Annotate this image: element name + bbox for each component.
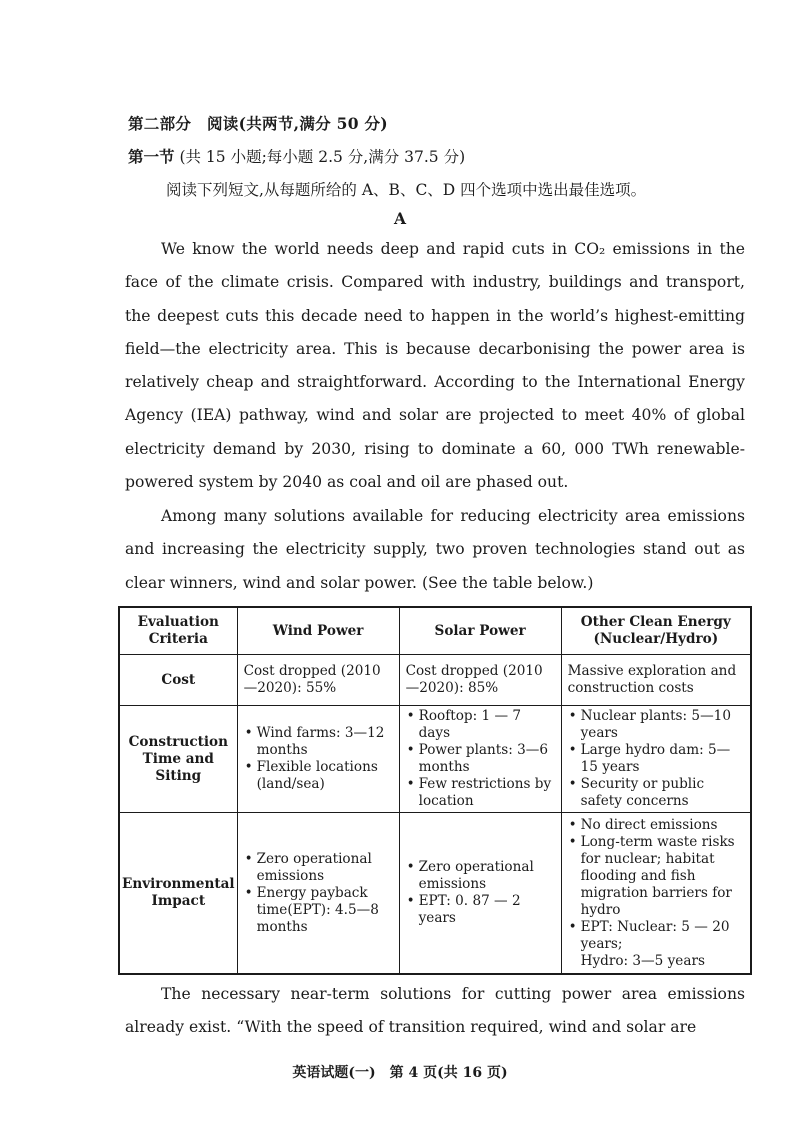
bullet-item: • Zero operational emissions <box>244 851 393 885</box>
passage-label: A <box>393 209 407 228</box>
bullet-item: • Few restrictions by location <box>406 776 555 810</box>
ept-hydro: Hydro: 3—5 years <box>580 952 705 969</box>
bullet-item: • Nuclear plants: 5—10 years <box>568 708 744 742</box>
bullet-item: • Large hydro dam: 5—15 years <box>568 742 744 776</box>
environment-wind <box>237 813 399 975</box>
bullet-item: • Energy payback time(EPT): 4.5—8 months <box>244 885 393 936</box>
bullet-item: • Power plants: 3—6 months <box>406 742 555 776</box>
environment-solar <box>399 813 561 975</box>
passage-paragraph-3: The necessary near-term solutions for cutting power area emissions already exist. “With the speed of transition required, wind and solar are <box>125 985 745 1037</box>
bullet-list <box>568 708 744 810</box>
bullet-item: • Rooftop: 1 — 7 days <box>406 708 555 742</box>
bullet-item: • EPT: 0. 87 — 2 years <box>406 893 555 927</box>
bullet-item: • Security or public safety concerns <box>568 776 744 810</box>
bullet-list <box>406 708 555 810</box>
bullet-item: • No direct emissions <box>568 817 744 834</box>
criterion-cost: Cost <box>119 655 237 706</box>
bullet-list <box>244 851 393 936</box>
passage-paragraph-2: Among many solutions available for reducing electricity area emissions and increasing the electricity supply, two proven technologies stand out as clear winners, wind and solar power. (See the table below.) <box>125 507 745 592</box>
table-row-environment <box>119 813 751 975</box>
criterion-environment: Environmental Impact <box>119 813 237 975</box>
subsection-label: 第一节 <box>128 147 175 166</box>
page-footer: 英语试题(一) 第 4 页(共 16 页) <box>292 1065 508 1081</box>
table-row-construction <box>119 706 751 813</box>
bullet-item: • Wind farms: 3—12 months <box>244 725 393 759</box>
environment-other <box>561 813 751 975</box>
reading-instruction: 阅读下列短文,从每题所给的 A、B、C、D 四个选项中选出最佳选项。 <box>166 181 647 199</box>
header-wind-power: Wind Power <box>237 607 399 655</box>
section-title: 第二部分 阅读(共两节,满分 50 分) <box>128 114 388 133</box>
bullet-item <box>568 919 744 970</box>
passage-paragraph-1: We know the world needs deep and rapid cuts in CO₂ emissions in the face of the climate crisis. Compared with industry, buildings and transport, the deepest cuts this decade need to happen in the world’s highest-emitting field—the electricity area. This is because decarbonising the power area is relatively cheap and straightforward. According to the International Energy Agency (IEA) pathway, wind and solar are projected to meet 40% of global electricity demand by 2030, rising to dominate a 60, 000 TWh renewable-powered system by 2040 as coal and oil are phased out. <box>125 240 745 492</box>
bullet-list <box>244 725 393 793</box>
construction-other <box>561 706 751 813</box>
bullet-list <box>568 817 744 970</box>
header-other-clean-energy: Other Clean Energy (Nuclear/Hydro) <box>561 607 751 655</box>
bullet-item: • Long-term waste risks for nuclear; habitat flooding and fish migration barriers for hydro <box>568 834 744 919</box>
table-header-row <box>119 607 751 655</box>
cost-solar: Cost dropped (2010—2020): 85% <box>399 655 561 706</box>
construction-solar <box>399 706 561 813</box>
bullet-list <box>406 859 555 927</box>
construction-wind <box>237 706 399 813</box>
cost-other: Massive exploration and construction costs <box>561 655 751 706</box>
table-row-cost <box>119 655 751 706</box>
energy-comparison-table <box>118 606 752 975</box>
subsection-title <box>128 145 465 167</box>
header-solar-power: Solar Power <box>399 607 561 655</box>
bullet-item: • Flexible locations (land/sea) <box>244 759 393 793</box>
subsection-detail: (共 15 小题;每小题 2.5 分,满分 37.5 分) <box>179 148 466 166</box>
ept-nuclear: EPT: Nuclear: 5 — 20 years; <box>580 918 730 952</box>
header-evaluation-criteria: Evaluation Criteria <box>119 607 237 655</box>
criterion-construction: Construction Time and Siting <box>119 706 237 813</box>
bullet-item: • Zero operational emissions <box>406 859 555 893</box>
cost-wind: Cost dropped (2010—2020): 55% <box>237 655 399 706</box>
